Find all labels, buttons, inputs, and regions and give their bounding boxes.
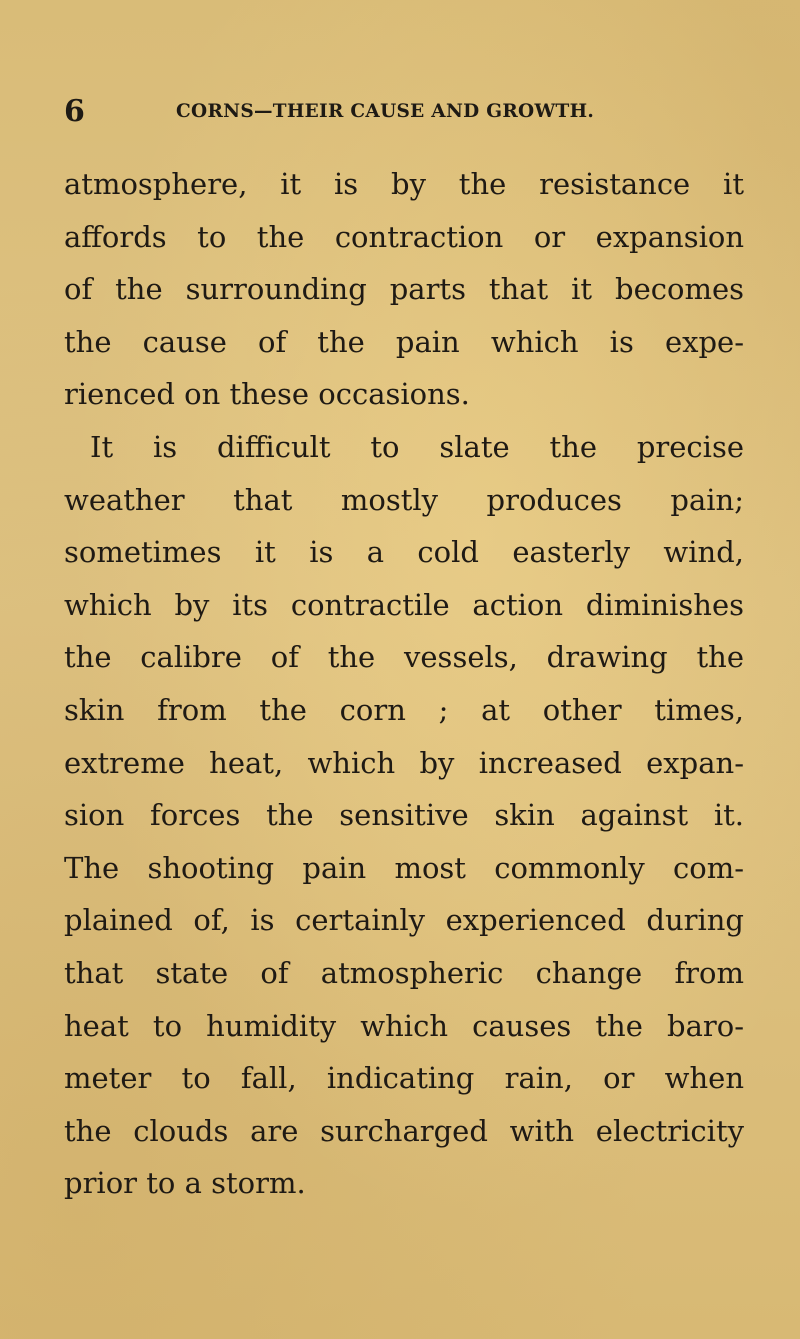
text-line: the clouds are surcharged with electricity xyxy=(64,1113,744,1148)
text-line: sometimes it is a cold easterly wind, xyxy=(64,535,744,570)
text-line: sion forces the sensitive skin against it. xyxy=(64,798,744,833)
text-line: heat to humidity which causes the baro- xyxy=(64,1008,744,1043)
text-line: weather that mostly produces pain; xyxy=(64,482,744,517)
text-line: that state of atmospheric change from xyxy=(64,955,744,990)
page-header xyxy=(64,92,744,132)
text-line: meter to fall, indicating rain, or when xyxy=(64,1061,744,1096)
text-line: rienced on these occasions. xyxy=(64,377,470,412)
text-line: prior to a storm. xyxy=(64,1166,306,1201)
text-line: atmosphere, it is by the resistance it xyxy=(64,167,744,201)
text-line: plained of, is certainly experienced during xyxy=(64,903,744,938)
text-line: which by its contractile action diminishes xyxy=(64,587,744,622)
text-line: affords to the contraction or expansion xyxy=(64,219,744,254)
running-title: CORNS—THEIR CAUSE AND GROWTH. xyxy=(176,101,595,122)
text-line: The shooting pain most commonly com- xyxy=(64,850,744,885)
page-number: 6 xyxy=(64,94,85,129)
text-line: the cause of the pain which is expe- xyxy=(64,324,744,359)
text-line: It is difficult to slate the precise xyxy=(90,429,744,464)
text-line: extreme heat, which by increased expan- xyxy=(64,745,744,780)
text-line: of the surrounding parts that it becomes xyxy=(64,272,744,307)
body-text xyxy=(64,158,744,1210)
text-line: the calibre of the vessels, drawing the xyxy=(64,640,744,675)
text-line: skin from the corn ; at other times, xyxy=(64,692,744,727)
